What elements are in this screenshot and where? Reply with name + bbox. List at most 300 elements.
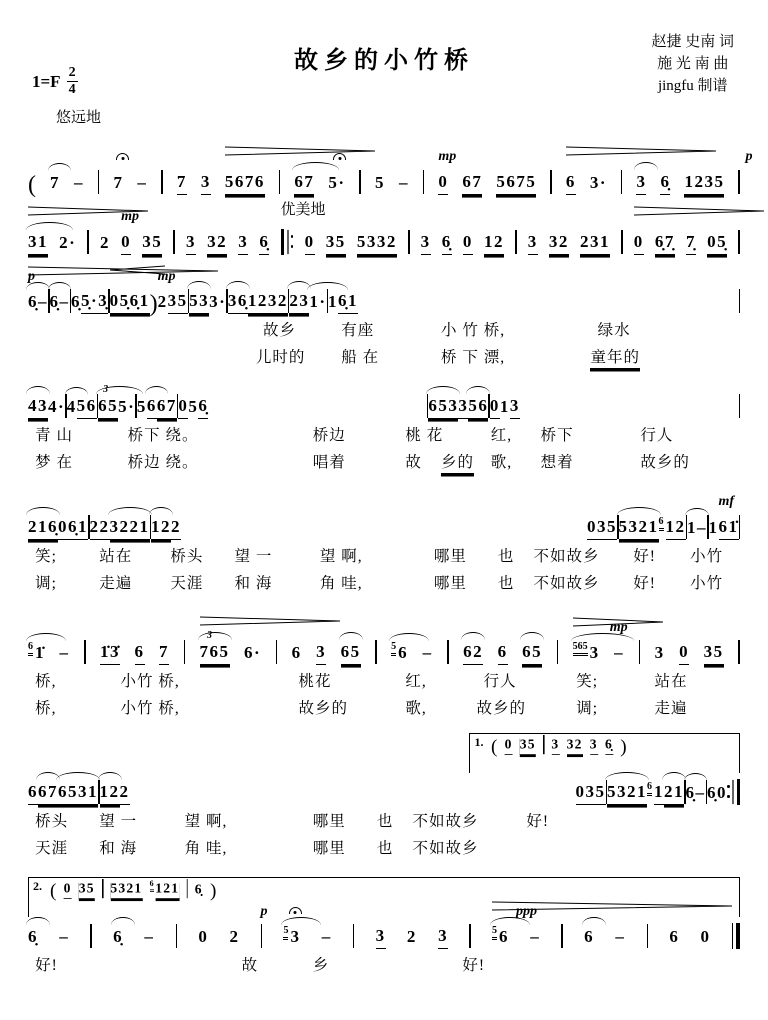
barline [515,230,517,254]
note-text: 2 [406,927,417,947]
barline [543,735,544,754]
note-group [614,643,624,665]
barline [186,879,187,898]
lyric-segment: 青 山 [35,427,73,444]
note-group [500,397,510,419]
note-text: 7 [113,173,124,193]
lyric-segment: 行人 [640,427,674,444]
dynamic-mark: p [745,149,753,165]
note-group [520,737,536,755]
slur-arc [111,917,135,925]
note-group [50,173,60,195]
hairpin-lines [634,206,764,216]
annotation-text: 优美地 [280,202,326,218]
barline [738,230,740,254]
note-group [701,927,711,949]
note-text: 6̣ [49,292,60,312]
lyric-segment: 天涯 [170,575,204,592]
lyric-segment: 想着 [540,454,574,471]
note-group [709,518,719,540]
slur-arc [605,772,649,780]
hairpin-lines [225,146,375,156]
note-group [348,291,358,314]
note-group [647,782,664,805]
note-text: 0 [634,232,644,255]
note-text: 5 [77,396,87,419]
note-text: – [321,927,332,947]
lyric-segment: 行人 [483,673,517,690]
note-text: 5332 [357,232,397,255]
note-group [376,926,386,949]
note-group [636,172,646,195]
note-group [407,927,417,949]
note-group [171,517,181,540]
note-text: 6̣ [28,927,38,947]
note-text: 5675 [496,172,536,195]
note-text: 67 [157,396,177,419]
lyric-line-verse2 [28,692,740,719]
note-group [496,172,536,195]
lyric-segment: 好! [526,813,550,830]
grace-note: 6 [659,517,664,531]
hairpin-lines [566,146,716,156]
lyric-segment: 儿时的 [255,349,306,366]
note-text: 6̣ [338,291,348,314]
note-group [463,232,473,255]
final-barline [732,923,740,949]
note-text: – [59,927,70,947]
note-group [100,782,120,805]
volta-bracket [28,877,740,917]
note-group [490,396,500,419]
note-group [655,643,665,665]
dynamic-mark: mp [121,209,140,225]
note-group [684,149,753,195]
note-group [28,269,38,314]
note-text: 3 [458,396,468,419]
note-text: 2 [100,233,111,253]
slur-arc [287,281,311,289]
note-text: 12 [484,232,504,255]
hairpin-diminuendo [28,201,148,221]
music-system [28,620,740,719]
note-text: 35 [326,232,346,255]
lyric-segment: 歌, [490,454,513,471]
note-group [391,643,408,665]
note-text: 0 [679,642,689,665]
note-group [572,620,628,665]
lyric-line-verse1 [28,314,740,341]
note-text: 6 [398,643,409,663]
lyric-line-verse1 [28,805,740,832]
note-text: 4· [48,397,66,417]
lyric-segment: 也 [376,840,394,857]
note-group [198,396,208,419]
note-group [505,737,513,755]
note-group [78,517,88,540]
note-group [228,291,248,314]
dynamic-mark: mf [718,494,735,510]
note-text: 3 [589,643,600,663]
lyric-segment: 小 竹 桥, [440,322,506,339]
lyric-segment: 走遍 [654,700,688,717]
note-text: 3 [654,643,665,663]
barline [739,394,741,418]
note-text: 1235 [684,172,724,195]
lyric-segment: 望 啊, [319,548,363,565]
note-text: 35 [704,642,724,665]
note-group [468,396,488,419]
volta-number: 1. [474,735,484,749]
barline [739,289,741,313]
lyric-segment: 桃花 [298,673,332,690]
note-group [98,383,119,419]
note-text: 0 [463,232,473,255]
note-text: 3 [238,232,248,255]
note-group [707,783,717,805]
note-text: 1 [687,518,697,538]
slur-arc [26,222,73,230]
lyric-segment: 小竹 [690,575,724,592]
note-text: 6 [87,396,97,419]
note-text: 6̣ [685,783,696,803]
grace-note: 5 [492,926,497,940]
hairpin-lines [573,617,663,627]
volta-cue-notes [491,735,628,758]
note-group [510,396,520,419]
lyric-segment: 桥下 [540,427,574,444]
note-group [549,232,569,255]
note-group [178,291,188,314]
notes-row [28,202,740,255]
lyric-segment: 有座 [341,322,375,339]
note-text: 35 [79,881,95,899]
note-group [586,782,596,805]
lyric-line-verse1 [28,949,740,976]
note-group [110,881,142,899]
note-group [686,783,696,805]
note-group [28,396,48,419]
note-group [209,292,226,314]
music-system [28,879,740,976]
note-group [458,396,468,419]
lyric-segment: 调; [35,575,57,592]
note-text: 53 [189,291,209,314]
note-text: 2 [120,782,130,805]
note-group [289,291,309,314]
note-group [421,232,431,255]
note-group [113,927,123,949]
lyric-segment: 桥头 [170,548,204,565]
note-text: 3 [438,926,448,949]
slur-arc [145,386,169,394]
note-text: 6̣ [113,927,124,947]
big-parenthesis: ( [28,172,36,198]
note-text: 3 [552,737,560,755]
note-text: 1̇ [729,517,739,540]
notes-row [28,904,740,949]
barline [184,640,186,664]
note-text: 3 [510,396,520,419]
note-group [60,292,70,314]
barline [90,924,92,948]
note-text: 3 [376,926,386,949]
note-group [294,172,314,195]
note-group [607,517,617,540]
note-text: 23 [289,291,309,314]
barline [561,924,563,948]
engraver-credit: jingfu 制谱 [657,77,728,94]
note-text: 1 [499,397,510,417]
note-text: 7 [49,173,60,193]
lyric-segment: 船 在 [341,349,380,366]
note-group [137,173,147,195]
lyric-segment: 红, [490,427,513,444]
note-group [399,173,409,195]
lyric-segment: 走遍 [99,575,133,592]
note-group [707,232,727,255]
note-text: 0 [587,517,597,540]
grace-note: 5 [283,926,288,940]
lyric-segment: 小竹 桥, [120,700,180,717]
slur-arc [426,386,460,394]
lyric-line-verse2 [28,341,740,368]
note-text: 6̣ [68,517,78,540]
note-text: 1 [348,291,358,314]
note-text: 0 [438,172,448,195]
note-group [100,233,110,255]
note-group [157,396,177,419]
lyric-segment: 桥下 绕。 [127,427,199,444]
note-group [679,642,689,665]
note-group [528,232,538,255]
lyric-segment: 哪里 [312,813,346,830]
lyric-segment: 歌, [405,700,427,717]
note-group [87,396,97,419]
note-group [697,518,707,540]
fermata-mark [333,153,346,160]
note-group [113,173,123,195]
note-text: 1· [309,292,327,312]
note-text: – [697,518,707,538]
lyric-segment: 故乡的 [298,700,349,717]
note-group [328,292,338,314]
barline [375,640,377,664]
barline [84,640,86,664]
note-group [74,173,84,195]
note-group [178,396,188,419]
note-text: 3 [636,172,646,195]
note-text: 6 [498,642,508,665]
note-text: 6 [499,927,509,947]
barline [261,924,263,948]
note-group [259,232,269,255]
note-text: 6 [291,643,302,663]
slur-arc [149,507,173,515]
note-group [718,494,735,540]
note-group [659,517,676,540]
grace-note: 6 [150,881,154,892]
slur-arc [685,508,709,516]
note-group [584,927,594,949]
note-group [238,232,248,255]
note-text: 3 [201,172,211,195]
lyric-segment: 不如故乡 [412,840,479,857]
note-group [110,291,150,314]
hairpin-diminuendo [200,611,340,631]
note-text: 2· [59,233,77,253]
lyric-segment: 绿水 [597,322,631,339]
note-text: 32 [549,232,569,255]
note-text: 7 [177,172,187,195]
note-text: 12 [151,517,171,540]
note-group [159,642,169,665]
notes-row [28,269,740,317]
barline [359,170,361,194]
music-system [28,383,740,473]
note-text: 3 [186,232,196,255]
note-group [438,149,457,195]
note-group [28,643,45,665]
barline [353,924,355,948]
note-group [322,927,332,949]
note-group [462,172,482,195]
note-text: 3· [209,292,227,312]
note-group [48,397,65,419]
lyric-segment: 桥边 [312,427,346,444]
note-group [244,643,261,665]
dynamic-mark: mp [438,149,457,165]
note-group [100,517,110,540]
note-text: 67 [462,172,482,195]
note-group [90,517,100,540]
note-text: – [695,783,706,803]
note-text: 5676 [225,172,265,195]
note-group [596,782,606,805]
note-group [121,209,140,255]
note-group [619,517,659,540]
lyric-segment: 不如故乡 [533,548,600,565]
note-text: 6̣7̣ [655,232,675,255]
composer-credit: 施 光 南 曲 [657,55,729,72]
meter-denominator: 4 [68,82,76,97]
slur-arc [662,772,686,780]
note-text: 4 [66,397,77,417]
note-group [38,292,48,314]
note-text: 35 [520,737,536,755]
note-text: 5· [118,397,136,417]
dynamic-mark: p [28,269,35,285]
note-text: 3 [597,517,607,540]
lyric-segment: 笑; [576,673,599,690]
lyric-segment: 小竹 桥, [120,673,180,690]
note-text: 1 [708,518,719,538]
note-text: – [59,292,70,312]
note-group [144,927,154,949]
note-text: 62 [463,642,483,665]
volta-bracket [469,733,740,773]
note-text: 0 [717,783,727,803]
note-group [590,737,598,755]
note-group [423,643,433,665]
barline [408,230,410,254]
note-text: 3 [528,232,538,255]
slur-arc [26,282,50,290]
lyric-line-verse2 [28,446,740,473]
lyric-segment: 笑; [35,548,57,565]
note-group [50,292,60,314]
lyric-segment: 望 一 [234,548,273,565]
hairpin-diminuendo [225,141,375,161]
note-text: 6̣ [194,881,203,897]
note-group [248,291,288,314]
note-text: 5̣·3̣ [81,291,108,314]
note-group [590,173,607,195]
note-text: 5 [178,291,188,314]
note-text: 0 [121,232,131,255]
slur-arc [26,386,50,394]
note-group [188,397,198,419]
note-group [189,291,209,314]
lyric-segment: 望 一 [99,813,138,830]
note-group [438,926,448,949]
note-text: 0 [305,232,315,255]
note-text: 6 [28,782,38,805]
notes-row [28,779,740,805]
note-group [463,642,483,665]
note-text: 6̣ [605,737,613,755]
note-group [576,782,586,805]
note-group [328,173,345,195]
note-text: 1 [654,782,664,805]
note-group [634,232,644,255]
barline [550,170,552,194]
note-text: 31 [28,232,48,255]
slur-arc [56,772,100,780]
lyric-segment: 哪里 [433,575,467,592]
note-group [316,642,326,665]
note-text: – [398,173,409,193]
lyric-segment: 唱着 [312,454,346,471]
note-group [605,737,613,755]
lyric-segment: 天涯 [35,840,69,857]
barline [276,640,278,664]
note-group [58,782,98,805]
note-group [157,269,176,314]
note-text: 0 [700,927,711,947]
note-text: 65 [341,642,361,665]
note-text: 35 [142,232,162,255]
lyric-line-verse1 [28,419,740,446]
note-group [442,232,452,255]
notes-row [28,620,740,665]
lyric-segment: 童年的 [590,345,640,369]
note-group [81,291,108,314]
lyric-line-verse1 [28,540,740,567]
slur-arc [520,632,544,640]
lyric-segment: 也 [497,575,515,592]
note-group [567,737,583,755]
big-parenthesis: ) [620,736,628,758]
lyric-line-verse2 [28,567,740,594]
tempo-text: 悠远地 [56,110,102,126]
lyric-segment: 乡的 [441,450,474,474]
lyric-segment: 故乡的 [476,700,527,717]
note-group [68,517,78,540]
lyric-segment: 和 海 [99,840,138,857]
music-system [28,269,740,368]
lyric-segment: 不如故乡 [533,575,600,592]
